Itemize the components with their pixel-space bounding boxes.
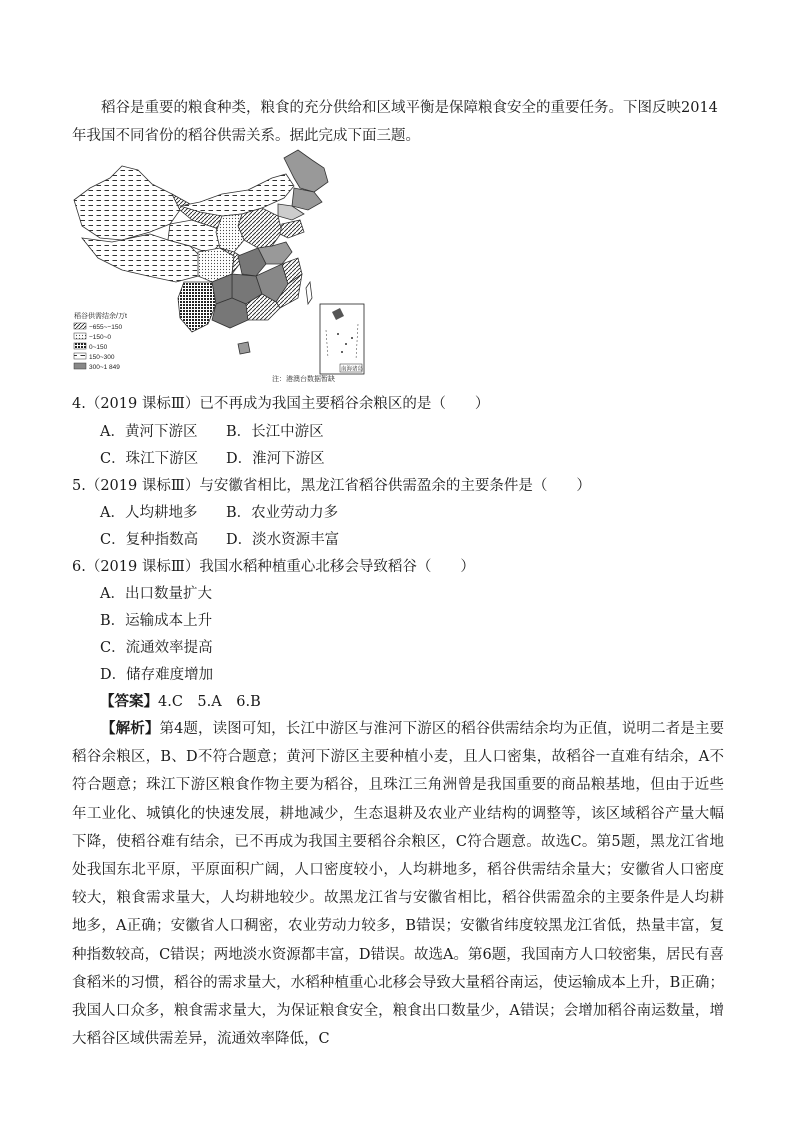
q4-option-b[interactable]: B．长江中游区 <box>226 424 324 440</box>
region-shandong <box>280 220 304 238</box>
answer-label: 【答案】 <box>100 693 158 710</box>
region-shaanxi <box>216 214 244 252</box>
answer-text: 4.C 5.A 6.B <box>158 694 261 710</box>
q6-option-d[interactable]: D．储存难度增加 <box>100 667 214 683</box>
analysis-paragraph <box>72 715 724 1053</box>
region-taiwan <box>306 282 312 304</box>
question-6-stem: 6.（2019 课标Ⅲ）我国水稻种植重心北移会导致稻谷（ ） <box>72 559 475 575</box>
q5-option-d[interactable]: D．淡水资源丰富 <box>226 532 340 548</box>
legend-item: 150~300 <box>89 354 115 361</box>
inset-label: 南海诸岛 <box>341 366 364 373</box>
q4-option-a[interactable]: A．黄河下游区 <box>100 424 198 440</box>
south-china-sea-inset <box>320 304 364 374</box>
question-4-stem: 4.（2019 课标Ⅲ）已不再成为我国主要稻谷余粮区的是（ ） <box>72 396 490 412</box>
q4-option-c[interactable]: C．珠江下游区 <box>100 451 199 467</box>
analysis-text: 第4题，读图可知，长江中游区与淮河下游区的稻谷供需结余均为正值，说明二者是主要稻谷余粮区，B、D不符合题意；黄河下游区主要种植小麦，且人口密集，故稻谷一直难有结余，A不符合题意；珠江下游区粮食作物主要为稻谷，且珠江三角洲曾是我国重要的商品粮基地，但由于近些年工业化、城镇化的快速发展，耕地减少，生态退耕及农业产业结构的调整等，该区域稻谷产量大幅下降，使稻谷难有结余，已不再成为我国主要稻谷余粮区，C符合题意。故选C。第5题，黑龙江省地处我国东北平原，平原面积广阔，人口密度较小，人均耕地多，稻谷供需结余量大；安徽省人口密度较大，粮食需求量大，人均耕地较少。故黑龙江省与安徽省相比，稻谷供需盈余的主要条件是人均耕地多，A正确；安徽省人口稠密，农业劳动力较多，B错误；安徽省纬度较黑龙江省低，热量丰富，复种指数较高，C错误；两地淡水资源都丰富，D错误。故选A。第6题，我国南方人口较密集，居民有喜食稻米的习惯，稻谷的需求量大，水稻种植重心北移会导致大量稻谷南运，使运输成本上升，B正确；我国人口众多，粮食需求量大，为保证粮食安全，粮食出口数量少，A错误；会增加稻谷南运数量，增大稻谷区域供需差异，流通效率降低，C <box>72 721 725 1048</box>
legend-item: 0~150 <box>89 344 108 351</box>
legend-item: −150~0 <box>89 334 112 341</box>
region-inner-mongolia <box>180 174 294 216</box>
q6-option-a[interactable]: A．出口数量扩大 <box>100 586 212 602</box>
region-jilin <box>292 188 322 210</box>
q6-option-c[interactable]: C．流通效率提高 <box>100 640 213 656</box>
map-note: 注：港澳台数据暂缺 <box>272 376 335 383</box>
analysis-label: 【解析】 <box>101 720 160 737</box>
china-rice-map <box>72 148 368 383</box>
q6-option-b[interactable]: B．运输成本上升 <box>100 613 213 629</box>
answer-line <box>72 692 261 712</box>
q5-option-b[interactable]: B．农业劳动力多 <box>226 505 339 521</box>
q5-option-a[interactable]: A．人均耕地多 <box>100 505 198 521</box>
region-hainan <box>238 342 250 354</box>
region-xinjiang <box>74 166 180 240</box>
region-yunnan <box>178 282 216 332</box>
legend-item: −655~−150 <box>89 324 123 331</box>
legend-title: 稻谷供需结余/万t <box>74 313 127 320</box>
q5-option-c[interactable]: C．复种指数高 <box>100 532 199 548</box>
legend-item: 300~1 849 <box>89 364 120 371</box>
question-5-stem: 5.（2019 课标Ⅲ）与安徽省相比，黑龙江省稻谷供需盈余的主要条件是（ ） <box>72 478 591 494</box>
region-north-china <box>238 208 282 248</box>
map-legend <box>74 311 127 371</box>
q4-option-d[interactable]: D．淮河下游区 <box>226 451 325 467</box>
intro-paragraph: 稻谷是重要的粮食种类，粮食的充分供给和区域平衡是保障粮食安全的重要任务。下图反映2014年我国不同省份的稻谷供需关系。据此完成下面三题。 <box>72 100 718 144</box>
